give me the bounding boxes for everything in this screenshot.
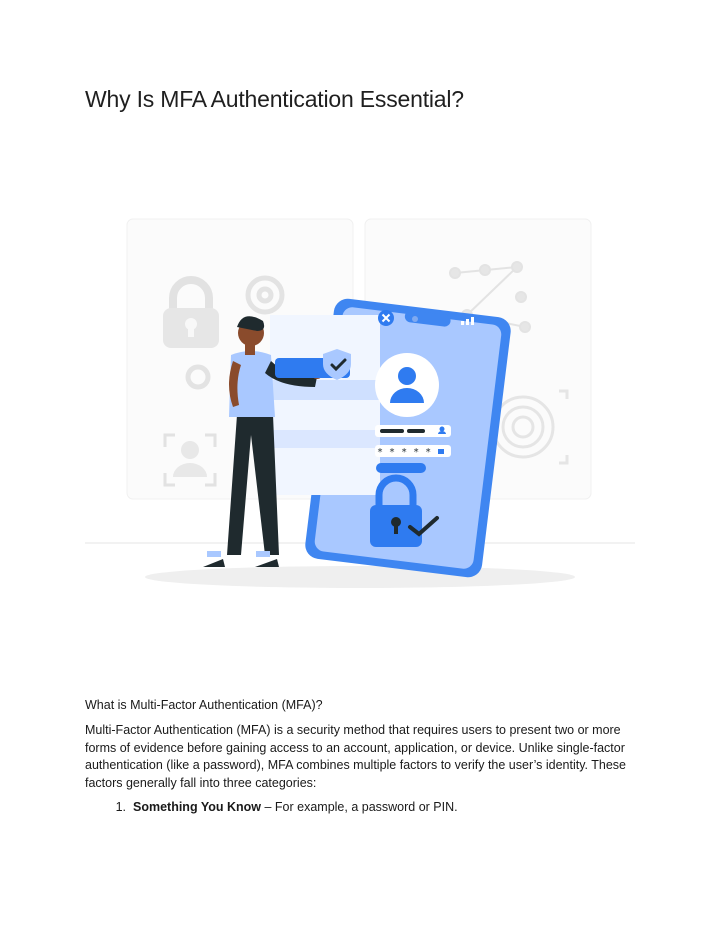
- login-button-graphic: [376, 463, 426, 473]
- close-icon: [378, 310, 394, 326]
- factor-list: [85, 800, 458, 814]
- page-title: Why Is MFA Authentication Essential?: [85, 86, 464, 112]
- list-text: [126, 800, 458, 814]
- list-number: 1.: [115, 800, 126, 814]
- login-card: [270, 315, 380, 495]
- list-item-bold: Something You Know: [133, 800, 262, 814]
- section-heading: What is Multi-Factor Authentication (MFA)?: [85, 698, 323, 712]
- list-item-rest: – For example, a password or PIN.: [261, 800, 458, 814]
- svg-text:* * * * *: * * * * *: [377, 447, 432, 458]
- list-item: [85, 800, 458, 814]
- body-paragraph: Multi-Factor Authentication (MFA) is a security method that requires users to present two or more forms of evidence before gaining access to an account, application, or device. Unlike single-factor authentication (like a password), MFA combines multiple factors to verify the user’s identity. These factors generally fall into three categories:: [85, 723, 626, 790]
- password-field: [375, 445, 451, 458]
- username-field: [375, 425, 451, 437]
- mfa-illustration: [85, 215, 635, 595]
- user-avatar-icon: [375, 353, 439, 417]
